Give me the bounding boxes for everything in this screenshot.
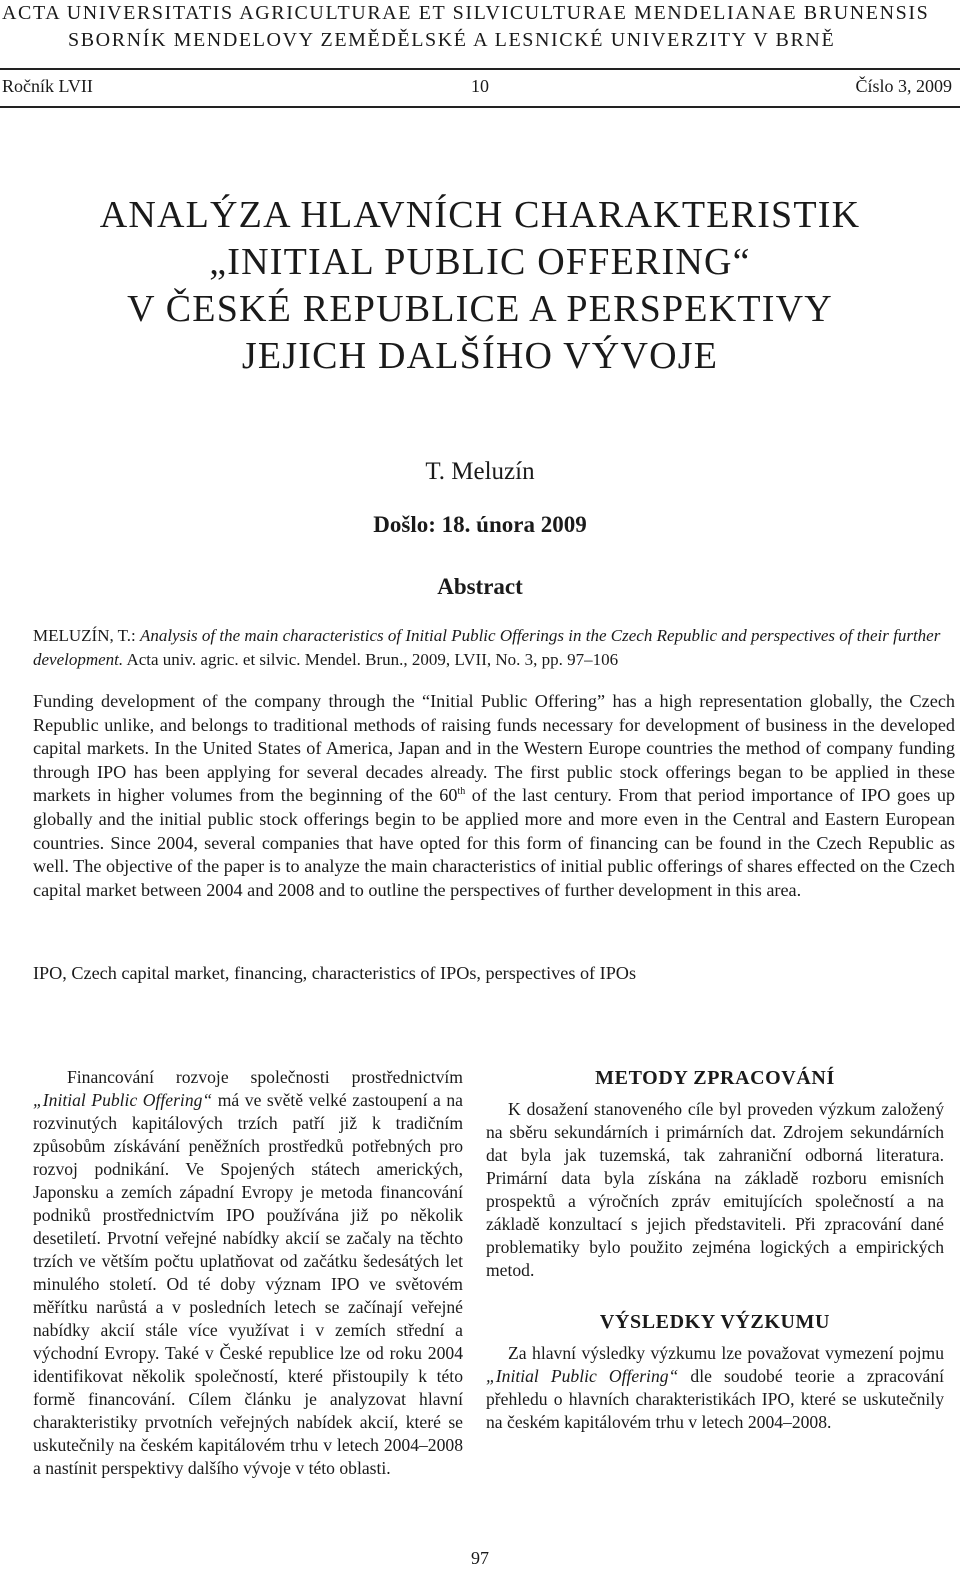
abstract-part-2: of the last century. From that period importance of IPO goes up globally and the initial public stock offerings begin to be applied more and more even in the Central and Eastern European countries. Since 2004, several companies that have opted for this form of financing can be found in the Czech Republic as well. The objective of the paper is to analyze the main characteristics of initial public offerings of shares effected on the Czech capital market between 2004 and 2008 and to outline the perspectives of further development in this area. [33, 785, 956, 900]
issue-row [0, 76, 960, 102]
citation-author: MELUZÍN, T.: [33, 626, 141, 645]
keywords: IPO, Czech capital market, financing, characteristics of IPOs, perspectives of IPOs [33, 963, 637, 983]
title-line-3: V ČESKÉ REPUBLICE A PERSPEKTIVY [127, 288, 833, 330]
citation-title: Analysis of the main characteristics of Initial Public Offerings in the Czech Republic and perspectives of their further development. [33, 626, 941, 669]
intro-italic-term: „Initial Public Offering“ [33, 1090, 213, 1110]
title-line-4: JEJICH DALŠÍHO VÝVOJE [241, 335, 719, 377]
issue-rule [0, 106, 960, 108]
page-number: 97 [471, 1548, 489, 1568]
journal-name-czech: SBORNÍK MENDELOVY ZEMĚDĚLSKÉ A LESNICKÉ UNIVERZITY V BRNĚ [68, 29, 836, 51]
title-line-1: ANALÝZA HLAVNÍCH CHARAKTERISTIK [99, 194, 861, 236]
journal-name-latin: ACTA UNIVERSITATIS AGRICULTURAE ET SILVICULTURAE MENDELIANAE BRUNENSIS [2, 2, 930, 24]
intro-part-1: Financování rozvoje společnosti prostřednictvím [67, 1067, 463, 1087]
article-title [0, 192, 960, 380]
citation-source: Acta univ. agric. et silvic. Mendel. Brun., 2009, LVII, No. 3, pp. 97–106 [123, 650, 619, 669]
abstract-part-1: Funding development of the company through the “Initial Public Offering” has a high representation globally, the Czech Republic unlike, and belongs to traditional methods of raising funds necessary for development of business in the developed capital markets. In the United States of America, Japan and in the Western Europe countries the method of company funding through IPO has been applying for several decades already. The first public stock offerings began to be applied in these markets in higher volumes from the beginning of the 60 [33, 691, 955, 806]
results-part-1: Za hlavní výsledky výzkumu lze považovat vymezení pojmu [508, 1343, 944, 1363]
issue-number: 10 [471, 76, 489, 96]
abstract-heading: Abstract [437, 574, 523, 599]
intro-part-2: má ve světě velké zastoupení a na rozvinutých kapitálových trzích patří již k tradičním způsobům získávání peněžních prostředků potřebných pro rozvoj podnikání. Ve Spojených státech amerických, Japonsku a zemích západní Evropy je metoda financování podniků prostřednictvím IPO používána již po několik desetiletí. Prvotní veřejné nabídky akcií se začaly na těchto trzích ve větším počtu uplatňovat od začátku šedesátých let minulého století. Od té doby význam IPO ve světovém měřítku narůstá a v posledních letech se začínají veřejné nabídky akcií stále více využívat i v zemích střední a východní Evropy. Také v České republice lze od roku 2004 identifikovat několik společností, které přistoupily k této formě financování. Cílem článku je analyzovat hlavní charakteristiky prvotních veřejných nabídek akcií, které se uskutečnily na českém kapitálovém trhu v letech 2004–2008 a nastínit perspektivy dalšího vývoje v této oblasti. [33, 1090, 463, 1478]
citation [33, 624, 953, 672]
author: T. Meluzín [425, 458, 535, 485]
received-date: Došlo: 18. února 2009 [373, 512, 587, 537]
volume-label: Ročník LVII [2, 76, 93, 96]
abstract-text [33, 690, 955, 902]
results-heading: VÝSLEDKY VÝZKUMU [599, 1311, 831, 1333]
methods-heading: METODY ZPRACOVÁNÍ [595, 1067, 835, 1089]
results-italic-term: „Initial Public Offering“ [486, 1366, 679, 1386]
title-line-2: „INITIAL PUBLIC OFFERING“ [209, 241, 751, 283]
issue-label: Číslo 3, 2009 [855, 76, 952, 96]
results-paragraph [486, 1342, 944, 1434]
results-part-2: dle soudobé teorie a zpracování přehledu o hlavních charakteristikách IPO, které se uskutečnily na českém kapitálovém trhu v letech 2004–2008. [486, 1366, 944, 1432]
intro-paragraph [33, 1066, 463, 1480]
methods-paragraph: K dosažení stanoveného cíle byl proveden výzkum založený na sběru sekundárních i primárních dat. Zdrojem sekundárních dat byla jak tuzemská, tak zahraniční odborná literatura. Primární data byla získána na základě rozboru emisních prospektů a výročních zpráv emitujících společností a na základě konzultací s jejich představiteli. Při zpracování dané problematiky bylo použito zejména logických a empirických metod. [486, 1099, 944, 1280]
header-rule [0, 68, 960, 70]
abstract-superscript: th [457, 786, 466, 798]
right-column [486, 1066, 944, 1434]
